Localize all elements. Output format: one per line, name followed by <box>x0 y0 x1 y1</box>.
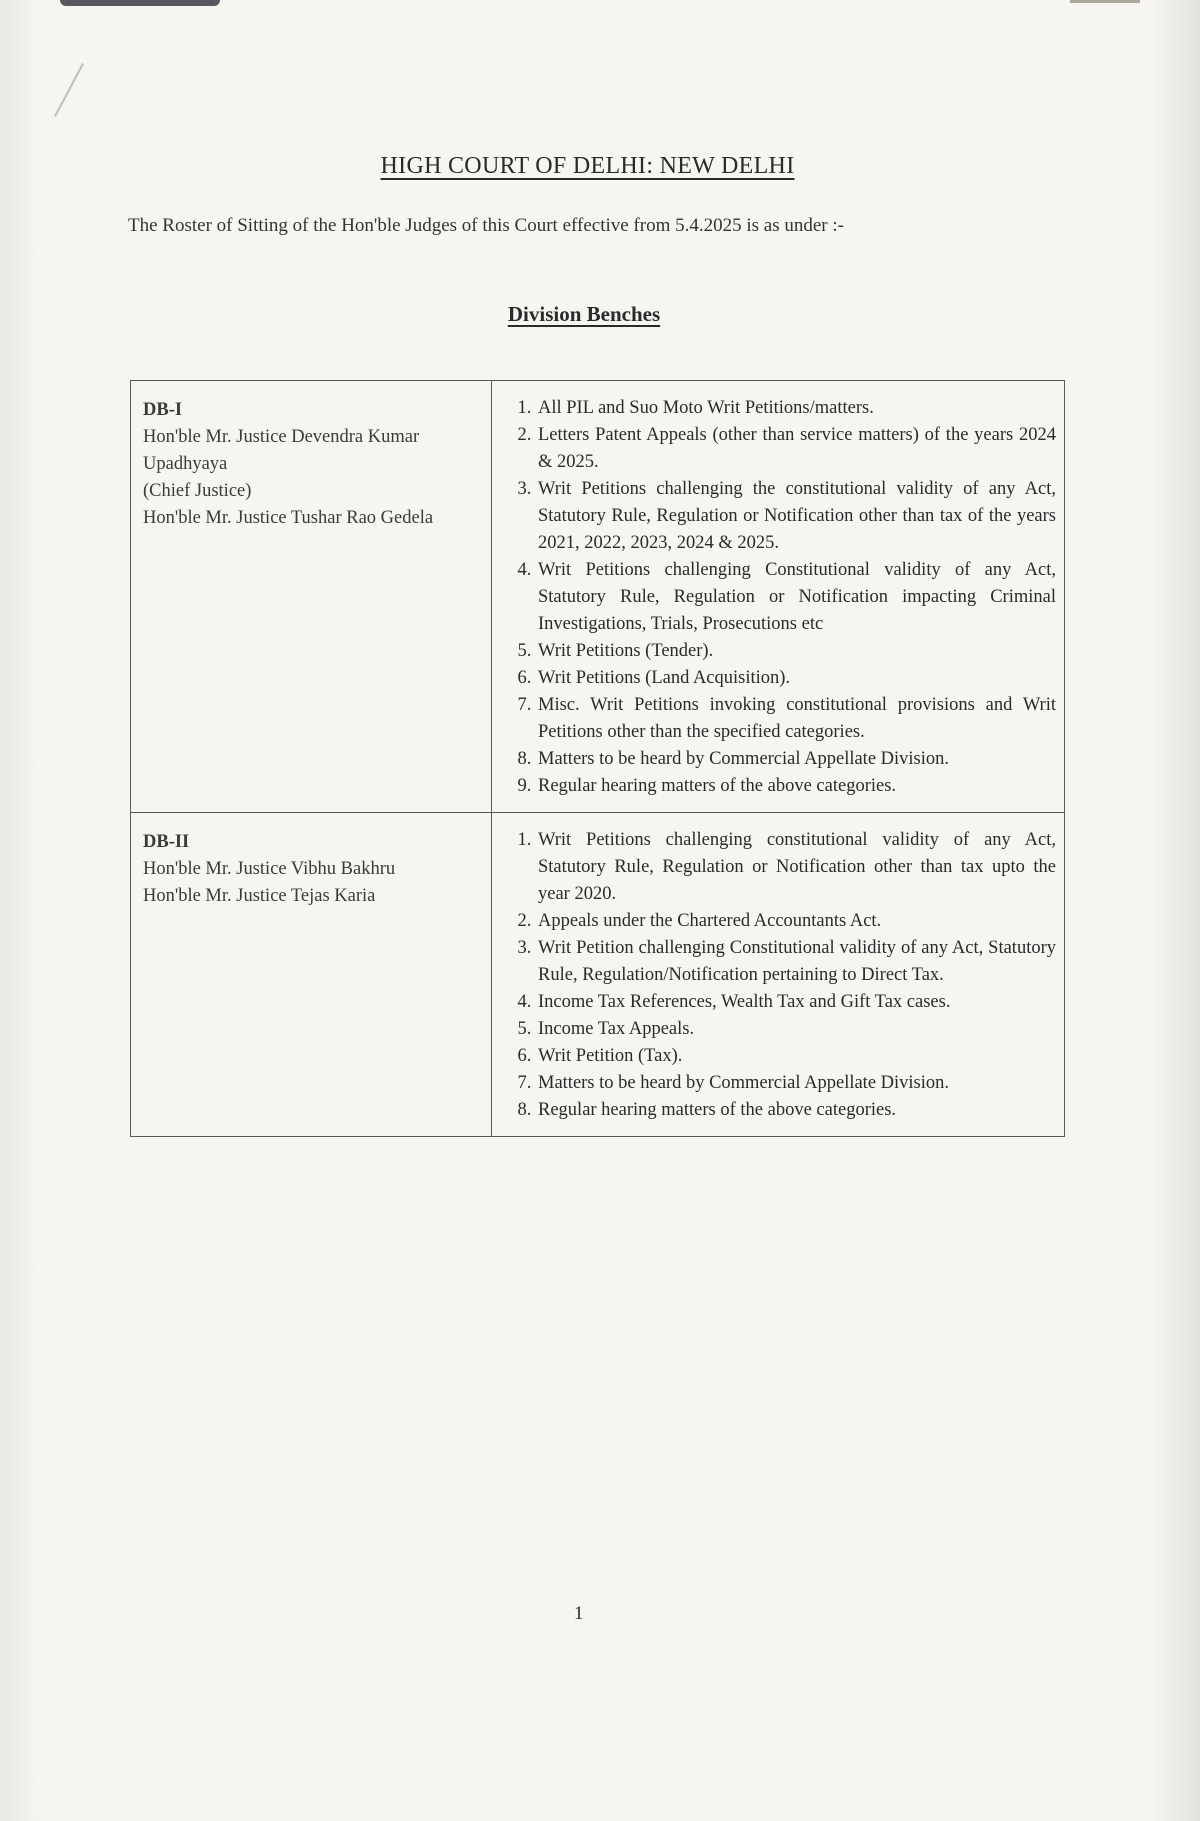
matter-item: 5. Writ Petitions (Tender). <box>536 638 1056 665</box>
section-heading <box>0 302 1168 327</box>
matters-cell <box>492 813 1065 1137</box>
bench-code: DB-I <box>143 400 183 420</box>
section-heading-text: Division Benches <box>507 302 661 326</box>
intro-text: The Roster of Sitting of the Hon'ble Judges of this Court effective from 5.4.2025 is as under :- <box>128 215 844 236</box>
bench-code: DB-II <box>143 832 190 852</box>
matter-item: 4. Writ Petitions challenging Constitutional validity of any Act, Statutory Rule, Regulation or Notification impacting Criminal Investigations, Trials, Prosecutions etc <box>536 557 1056 638</box>
judge-name: Hon'ble Mr. Justice Tejas Karia <box>143 886 376 906</box>
matter-item: 1. All PIL and Suo Moto Writ Petitions/matters. <box>536 395 1056 422</box>
matters-cell <box>492 381 1065 813</box>
document-title <box>0 153 1175 180</box>
matter-item: 7. Matters to be heard by Commercial Appellate Division. <box>536 1070 1056 1097</box>
document-title-text: HIGH COURT OF DELHI: NEW DELHI <box>380 153 795 179</box>
matter-item: 7. Misc. Writ Petitions invoking constitutional provisions and Writ Petitions other than the specified categories. <box>536 692 1056 746</box>
matter-item: 5. Income Tax Appeals. <box>536 1016 1056 1043</box>
matter-item: 2. Letters Patent Appeals (other than service matters) of the years 2024 & 2025. <box>536 422 1056 476</box>
bench-cell <box>131 381 492 813</box>
matter-item: 8. Regular hearing matters of the above categories. <box>536 1097 1056 1124</box>
bench-row <box>131 381 1065 813</box>
matter-item: 8. Matters to be heard by Commercial Appellate Division. <box>536 746 1056 773</box>
bench-row <box>131 813 1065 1137</box>
roster-table <box>130 380 1065 1137</box>
judge-name: Hon'ble Mr. Justice Devendra Kumar Upadhyaya <box>143 427 420 474</box>
matter-item: 2. Appeals under the Chartered Accountants Act. <box>536 908 1056 935</box>
scan-edge-mark <box>1070 0 1140 3</box>
page-number: 1 <box>574 1603 584 1624</box>
bench-cell <box>131 813 492 1137</box>
judge-designation: (Chief Justice) <box>143 481 252 501</box>
matter-item: 3. Writ Petition challenging Constitutional validity of any Act, Statutory Rule, Regulation/Notification pertaining to Direct Tax. <box>536 935 1056 989</box>
matter-item: 1. Writ Petitions challenging constitutional validity of any Act, Statutory Rule, Regulation or Notification other than tax upto the year 2020. <box>536 827 1056 908</box>
judge-name: Hon'ble Mr. Justice Vibhu Bakhru <box>143 859 396 879</box>
judge-name: Hon'ble Mr. Justice Tushar Rao Gedela <box>143 508 434 528</box>
matter-item: 6. Writ Petition (Tax). <box>536 1043 1056 1070</box>
matter-item: 3. Writ Petitions challenging the constitutional validity of any Act, Statutory Rule, Regulation or Notification other than tax of the years 2021, 2022, 2023, 2024 & 2025. <box>536 476 1056 557</box>
matter-list <box>504 395 1056 800</box>
matter-item: 4. Income Tax References, Wealth Tax and Gift Tax cases. <box>536 989 1056 1016</box>
pencil-mark <box>54 63 84 117</box>
matter-item: 6. Writ Petitions (Land Acquisition). <box>536 665 1056 692</box>
scan-edge-mark <box>60 0 220 6</box>
matter-item: 9. Regular hearing matters of the above categories. <box>536 773 1056 800</box>
matter-list <box>504 827 1056 1124</box>
